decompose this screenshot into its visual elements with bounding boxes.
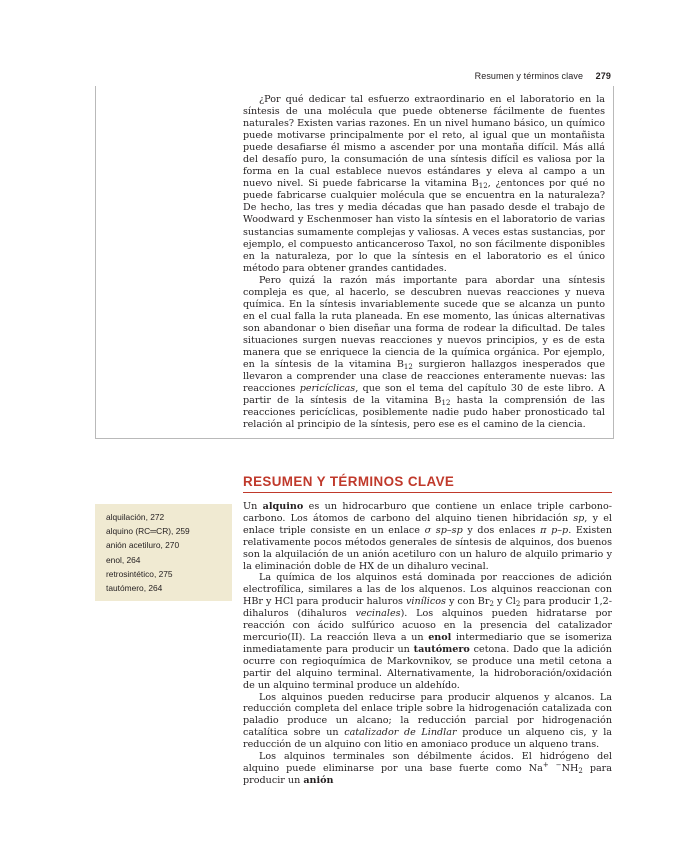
summary-paragraph-2: La química de los alquinos está dominada por reacciones de adición electrofílica, similares a las de los alquenos. Los alquinos reaccionan con HBr y HCl para producir haluros vinílicos y con $Br_2$ y $Cl_2$ para producir 1,2-dihaluros (dihaluros vecinales). Los alquinos pueden hidratarse por reacción con ácido sulfúrico acuoso en la presencia del catalizador mercurio(II). La reacción lleva a un enol intermediario que se isomeriza inmediatamente para producir un tautómero cetona. Dado que la adición ocurre con regioquímica de Markovnikov, se produce una metil cetona a partir del alquino terminal. Alternativamente, la hidroboración/oxidación de un alquino terminal produce un aldehído. [243,572,612,691]
box-paragraph-2: Pero quizá la razón más importante para abordar una síntesis compleja es que, al hacerlo, se descubren nuevas reacciones y nueva química. En la síntesis invariablemente sucede que se alcanza un punto en el cual falla la ruta planeada. En ese momento, las únicas alternativas son abandonar o bien diseñar una forma de rodear la dificultad. De tales situaciones surgen nuevas reacciones y nuevos principios, y es de esta manera que se enriquece la ciencia de la química orgánica. Por ejemplo, en la síntesis de la vitamina $B_{12}$ surgieron hallazgos inesperados que llevaron a comprender una clase de reacciones enteramente nuevas: las reacciones pericíclicas, que son el tema del capítulo 30 de este libro. A partir de la síntesis de la vitamina $B_{12}$ hasta la comprensión de las reacciones pericíclicas, posiblemente nadie pudo haber pronosticado tal relación al principio de la síntesis, pero ese es el camino de la ciencia. [243,274,605,431]
running-title: Resumen y términos clave [474,71,584,81]
key-terms-panel [95,504,232,601]
key-terms-list [95,504,232,595]
key-term: anión acetiluro, 270 [106,540,180,551]
box-paragraph-1: ¿Por qué dedicar tal esfuerzo extraordinario en el laboratorio en la síntesis de una molécula que puede obtenerse fácilmente de fuentes naturales? Existen varias razones. En un nivel humano básico, un químico puede motivarse principalmente por el reto, al igual que un montañista puede desafiarse él mismo a ascender por una montaña difícil. Más allá del desafío puro, la consumación de una síntesis difícil es valiosa por la forma en la cual establece nuevos estándares y eleva al campo a un nuevo nivel. Si puede fabricarse la vitamina $B_{12}$, ¿entonces por qué no puede fabricarse cualquier molécula que se encuentra en la naturaleza? De hecho, las tres y media décadas que han pasado desde el trabajo de Woodward y Eschenmoser han visto la síntesis en el laboratorio de varias sustancias sumamente complejas y valiosas. A veces estas sustancias, por ejemplo, el compuesto anticanceroso Taxol, no son fácilmente disponibles en la naturaleza, por lo que la síntesis en el laboratorio es el único método para obtener grandes cantidades. [243,94,605,274]
running-head [0,71,611,81]
feature-box-text [243,94,605,431]
key-term: tautómero, 264 [106,583,163,594]
section-rule [243,492,612,493]
summary-text [243,501,612,787]
summary-paragraph-1: Un alquino es un hidrocarburo que contiene un enlace triple carbono-carbono. Los átomos de carbono del alquino tienen hibridación sp, y el enlace triple consiste en un enlace σ sp–sp y dos enlaces π p–p. Existen relativamente pocos métodos generales de síntesis de alquinos, dos buenos son la alquilación de un anión acetiluro con un haluro de alquilo primario y la eliminación doble de HX de un dihaluro vecinal. [243,501,613,572]
page-number: 279 [595,71,611,81]
key-term: alquino (RC═CR), 259 [106,526,190,537]
key-term: enol, 264 [106,554,141,565]
summary-paragraph-3: Los alquinos pueden reducirse para producir alquenos y alcanos. La reducción completa del enlace triple sobre la hidrogenación catalizada con paladio produce un alcano; la reducción parcial por hidrogenación catalítica sobre un catalizador de Lindlar produce un alqueno cis, y la reducción de un alquino con litio en amoniaco produce un alqueno trans. [243,691,612,751]
key-term: retrosintético, 275 [106,568,173,579]
summary-paragraph-4: Los alquinos terminales son débilmente ácidos. El hidrógeno del alquino puede eliminarse por una base fuerte como Na+ $^-NH_2$ para producir un anión [243,751,612,786]
section-title: RESUMEN Y TÉRMINOS CLAVE [243,474,455,489]
key-term: alquilación, 272 [106,512,165,522]
